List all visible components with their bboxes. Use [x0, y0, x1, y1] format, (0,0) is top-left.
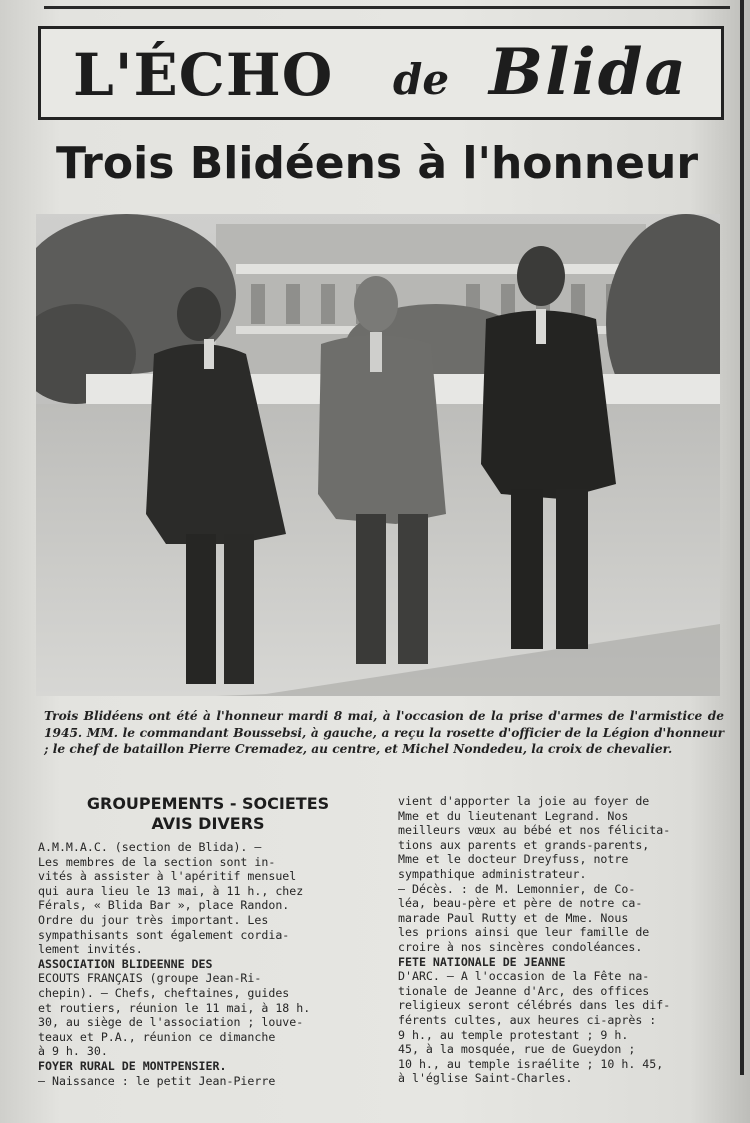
text-line: vités à assister à l'apéritif mensuel [38, 869, 297, 884]
text-line: ASSOCIATION BLIDEENNE DES [38, 956, 213, 971]
text-line: Mme et le docteur Dreyfuss, notre [398, 852, 629, 867]
section-heading-line-2: AVIS DIVERS [151, 814, 265, 833]
text-line: qui aura lieu le 13 mai, à 11 h., chez [38, 883, 304, 898]
column-rule [740, 0, 744, 1075]
text-line: Mme et du lieutenant Legrand. Nos [398, 808, 629, 823]
text-line: ECOUTS FRANÇAIS (groupe Jean-Ri- [38, 971, 262, 986]
text-line: — Naissance : le petit Jean-Pierre [38, 1073, 276, 1088]
text-line: A.M.M.A.C. (section de Blida). — [38, 840, 262, 854]
text-line: 45, à la mosquée, rue de Gueydon ; [398, 1042, 636, 1057]
text-line: marade Paul Rutty et de Mme. Nous [398, 910, 629, 925]
text-line: — Décès. : de M. Lemonnier, de Co- [398, 881, 636, 896]
photo-caption: Trois Blidéens ont été à l'honneur mardi 8 mai, à l'occasion de la prise d'armes de l'armistice de 1945. MM. le commandant Boussebsi, à gauche, a reçu la rosette d'officier de la Légion d'honneur ; le chef de bataillon Pierre Cremadez, au centre, et Michel Nondedeu, la croix de chevalier. [44, 709, 724, 756]
masthead-blida: Blida [489, 35, 688, 110]
left-column [38, 794, 378, 1088]
section-heading [38, 794, 378, 834]
text-line: et routiers, réunion le 11 mai, à 18 h. [38, 1000, 311, 1015]
text-line: tionale de Jeanne d'Arc, des offices [398, 983, 650, 998]
text-line: meilleurs vœux au bébé et nos félicita- [398, 823, 671, 838]
text-line: religieux seront célébrés dans les dif- [398, 998, 671, 1013]
news-photo [36, 214, 720, 696]
right-column [398, 794, 738, 1086]
section-heading-line-1: GROUPEMENTS - SOCIETES [86, 794, 330, 813]
text-line: 9 h., au temple protestant ; 9 h. [398, 1027, 629, 1042]
text-line: tions aux parents et grands-parents, [398, 837, 650, 852]
text-line: léa, beau-père et père de notre ca- [398, 896, 643, 911]
masthead-de: de [393, 55, 450, 104]
text-line: Ordre du jour très important. Les [38, 912, 269, 927]
top-rule [44, 6, 730, 9]
article-headline: Trois Blidéens à l'honneur [56, 138, 699, 189]
text-line: lement invités. [38, 942, 143, 957]
text-line: sympathique administrateur. [398, 866, 587, 881]
text-line: FETE NATIONALE DE JEANNE [398, 954, 566, 969]
text-line: sympathisants sont également cordia- [38, 927, 290, 942]
text-line: 10 h., au temple israélite ; 10 h. 45, [398, 1056, 664, 1071]
text-line: teaux et P.A., réunion ce dimanche [38, 1029, 276, 1044]
text-line: 30, au siège de l'association ; louve- [38, 1015, 304, 1030]
masthead [38, 26, 724, 120]
text-line: chepin). — Chefs, cheftaines, guides [38, 985, 290, 1000]
text-line: Férals, « Blida Bar », place Randon. [38, 898, 290, 913]
text-line: FOYER RURAL DE MONTPENSIER. [38, 1058, 227, 1073]
text-line: vient d'apporter la joie au foyer de [398, 794, 650, 808]
text-line: à 9 h. 30. [38, 1044, 108, 1059]
text-line: férents cultes, aux heures ci-après : [398, 1012, 657, 1027]
text-line: D'ARC. — A l'occasion de la Fête na- [398, 969, 650, 984]
text-line: Les membres de la section sont in- [38, 854, 276, 869]
text-line: à l'église Saint-Charles. [398, 1071, 573, 1086]
masthead-echo: L'ÉCHO [73, 41, 334, 109]
photo-illustration [36, 214, 720, 696]
text-line: les prions ainsi que leur famille de [398, 925, 650, 940]
text-line: croire à nos sincères condoléances. [398, 939, 643, 954]
